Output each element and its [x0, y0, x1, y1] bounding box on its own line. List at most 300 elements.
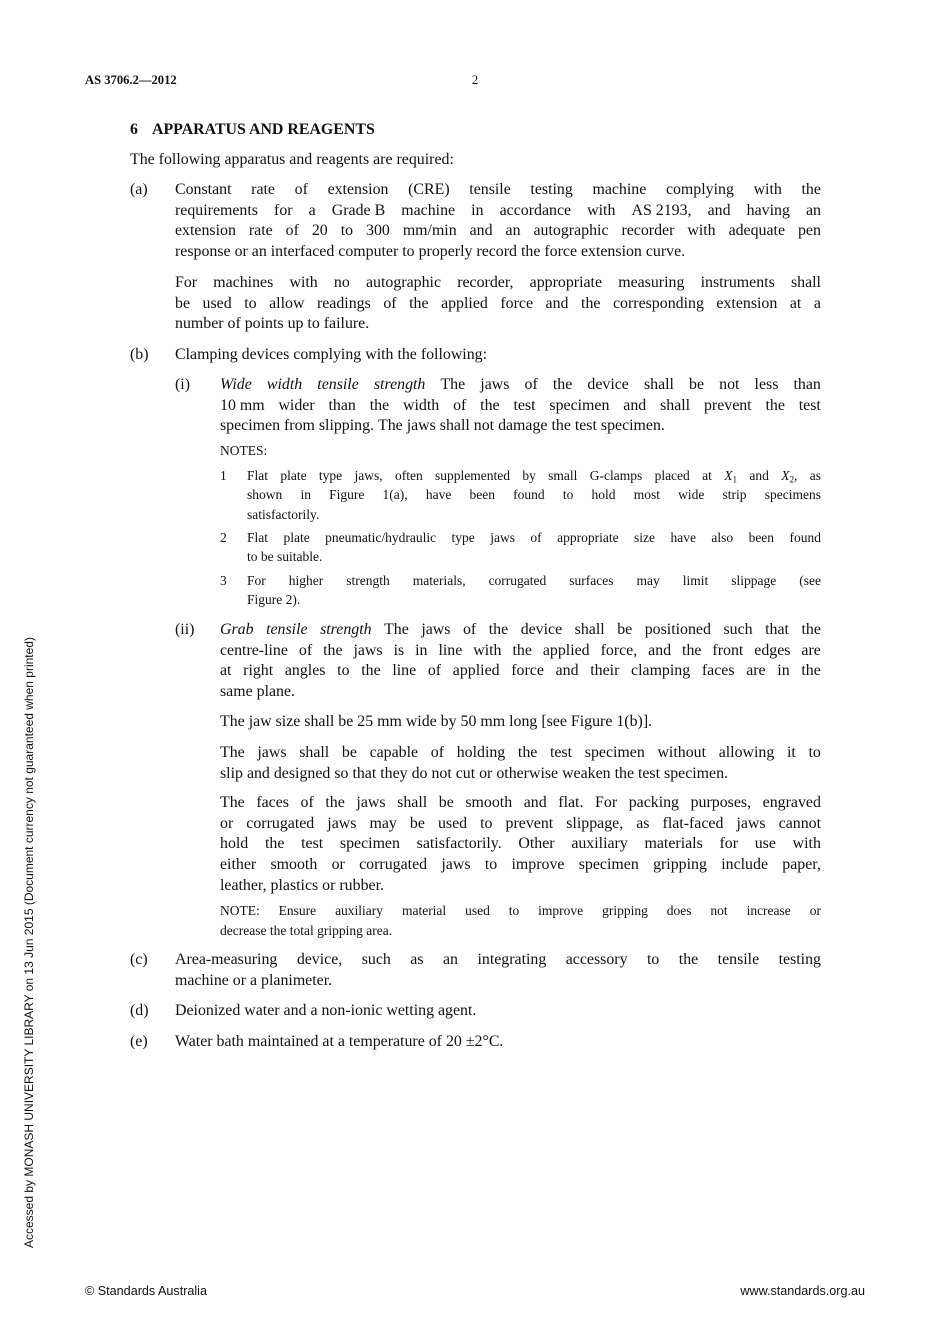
word — [480, 396, 499, 417]
text-run: not — [719, 376, 740, 393]
word — [571, 712, 613, 733]
text-run: specimen. — [600, 417, 665, 435]
word — [332, 855, 345, 876]
word — [563, 485, 574, 504]
text-run: slippage, — [566, 814, 624, 832]
text-run: to — [808, 744, 821, 761]
word — [556, 661, 579, 682]
text-run: jaws, — [354, 468, 383, 483]
word — [341, 221, 353, 242]
text-run: recorder — [621, 222, 675, 240]
word — [749, 528, 774, 547]
text-run: less — [754, 376, 779, 393]
word — [683, 571, 709, 590]
text-run: specimens — [764, 487, 821, 503]
word — [546, 294, 569, 315]
text-run: use — [754, 835, 776, 853]
word — [512, 641, 531, 662]
text-run: Ensure — [278, 903, 317, 918]
text-run: applied — [542, 641, 590, 659]
word — [747, 901, 791, 921]
word — [647, 950, 659, 971]
text-run: requirements — [175, 201, 258, 219]
word — [289, 273, 317, 294]
text-run: testing — [530, 181, 573, 198]
word — [489, 571, 547, 590]
word — [251, 180, 275, 201]
text-line — [175, 273, 821, 294]
word — [575, 416, 597, 437]
text-run: Other — [518, 835, 555, 853]
text-run: AS 2193, — [631, 201, 692, 219]
text-run: be — [409, 814, 425, 832]
word — [247, 547, 258, 566]
text-run: force — [544, 243, 577, 261]
word — [562, 764, 611, 785]
text-line — [220, 712, 821, 733]
word — [334, 273, 350, 294]
word — [203, 294, 232, 315]
word — [551, 416, 570, 437]
text-run: mm/min — [402, 222, 457, 240]
text-line — [220, 375, 821, 396]
text-run: the — [325, 794, 345, 811]
word — [629, 793, 679, 814]
word — [765, 620, 789, 641]
word — [332, 201, 385, 222]
word — [500, 294, 533, 315]
text-run: the — [801, 621, 821, 638]
text-run: cannot — [778, 814, 821, 832]
word — [271, 242, 335, 263]
text-run: angles — [284, 662, 326, 680]
text-run: recorder, — [457, 274, 514, 291]
word — [279, 901, 317, 921]
word — [558, 793, 583, 814]
text-run: damage — [498, 417, 548, 435]
text-run: 10 mm — [220, 396, 265, 414]
word — [435, 466, 510, 485]
word — [579, 855, 639, 876]
word — [320, 620, 372, 641]
word — [338, 712, 353, 733]
text-run: to — [337, 662, 350, 680]
word — [317, 294, 371, 315]
word — [621, 221, 674, 242]
text-run: plate — [283, 530, 310, 545]
text-run: planimeter. — [261, 971, 333, 989]
word — [274, 764, 331, 785]
word — [233, 971, 246, 992]
text-run: the — [517, 744, 538, 761]
term-text: strength — [373, 376, 426, 393]
word — [271, 876, 319, 897]
word — [247, 590, 282, 609]
word — [324, 314, 369, 335]
word — [284, 416, 315, 437]
subitem-ii-paragraph — [220, 743, 821, 784]
text-run: gripping — [602, 903, 648, 918]
text-run: appropriate — [529, 274, 603, 291]
word — [438, 814, 467, 835]
text-run: to — [402, 243, 415, 261]
word — [781, 466, 797, 485]
word — [524, 793, 547, 814]
word — [300, 485, 311, 504]
word — [457, 273, 513, 294]
text-run: not — [473, 417, 495, 435]
word — [297, 950, 342, 971]
word — [289, 571, 324, 590]
word — [787, 743, 796, 764]
text-run: the — [551, 417, 571, 435]
text-run: leather, — [220, 876, 267, 894]
text-run: or — [220, 814, 234, 832]
word — [441, 712, 457, 733]
word — [521, 242, 540, 263]
text-run: tensile — [717, 951, 760, 968]
text-run: integrating — [477, 951, 547, 968]
word — [366, 273, 441, 294]
italic-symbol: X — [781, 468, 790, 483]
word — [329, 396, 356, 417]
text-run: it — [786, 744, 796, 761]
text-line — [220, 416, 821, 437]
word — [357, 712, 373, 733]
subitem-label-ii: (ii) — [175, 621, 195, 638]
text-line — [175, 180, 821, 201]
text-run: or — [479, 764, 493, 782]
text-run: capable — [369, 744, 419, 761]
text-run: to — [247, 549, 258, 565]
word — [361, 661, 380, 682]
word — [270, 921, 287, 941]
footer-copyright: © Standards Australia — [85, 1284, 207, 1298]
word — [518, 834, 554, 855]
section-title: APPARATUS AND REAGENTS — [152, 121, 375, 138]
subitem-label-i: (i) — [175, 376, 190, 393]
item-label-c: (c) — [130, 951, 148, 968]
word — [489, 620, 508, 641]
word — [473, 641, 501, 662]
text-run: For — [247, 573, 266, 588]
word — [525, 375, 538, 396]
text-run: smooth — [465, 794, 513, 811]
text-run: shown — [247, 487, 283, 503]
word — [601, 416, 665, 437]
text-run: jaws — [406, 417, 436, 435]
text-line — [220, 855, 821, 876]
text-run: the — [801, 181, 821, 198]
text-line — [220, 396, 821, 417]
text-run: adequate — [728, 222, 786, 240]
subitem-ii-paragraph — [220, 793, 821, 897]
word — [617, 620, 632, 641]
word — [277, 547, 322, 566]
text-run: (see — [799, 573, 821, 588]
word — [346, 571, 390, 590]
word — [566, 950, 628, 971]
word — [243, 661, 273, 682]
text-run: machines — [213, 274, 274, 291]
word — [712, 641, 743, 662]
item-label-e: (e) — [130, 1033, 148, 1050]
text-run: 20 — [311, 222, 328, 240]
text-run: allow — [269, 294, 305, 312]
word — [469, 485, 494, 504]
word — [374, 375, 426, 396]
text-line — [220, 834, 821, 855]
text-run: specimen — [549, 396, 610, 414]
word — [247, 466, 268, 485]
text-run: rubber. — [339, 876, 384, 894]
text-run: Area-measuring — [175, 951, 278, 968]
text-run: jaws — [490, 530, 515, 545]
text-run: holding — [456, 744, 506, 761]
text-run: and — [648, 641, 672, 659]
text-line — [247, 571, 821, 590]
word — [809, 743, 821, 764]
text-run: total — [289, 923, 314, 938]
word — [513, 485, 545, 504]
text-run: shall — [660, 396, 691, 414]
text-run: 1(b)]. — [616, 713, 653, 730]
text-run: the — [361, 662, 381, 680]
word — [631, 201, 691, 222]
italic-symbol: X — [724, 468, 733, 483]
word — [175, 201, 258, 222]
text-run: jaws — [327, 814, 357, 832]
text-run: the — [488, 621, 509, 638]
word — [763, 793, 821, 814]
word — [511, 661, 544, 682]
item-d-text: Deionized water and a non-ionic wetting agent. — [175, 1002, 477, 1019]
word — [522, 466, 536, 485]
word — [723, 620, 752, 641]
text-run: machine — [175, 971, 229, 989]
text-line — [220, 641, 821, 662]
word — [220, 834, 248, 855]
word — [220, 375, 252, 396]
text-run: with — [587, 201, 616, 219]
text-run: specimen — [584, 744, 645, 761]
text-run: smooth — [270, 856, 318, 874]
word — [463, 620, 476, 641]
text-run: for — [274, 201, 293, 219]
word — [441, 855, 470, 876]
word — [402, 242, 414, 263]
text-run: corresponding — [612, 294, 704, 312]
text-run: extension — [175, 222, 236, 240]
word — [509, 712, 537, 733]
text-run: [see — [541, 713, 567, 730]
word — [317, 375, 358, 396]
text-line — [220, 921, 821, 941]
text-run: Figure — [329, 487, 365, 503]
text-run: in — [300, 487, 311, 503]
item-label-a: (a) — [130, 181, 148, 198]
word — [702, 466, 712, 485]
word — [747, 201, 790, 222]
word — [329, 485, 364, 504]
text-run: slip — [220, 764, 243, 782]
text-line — [220, 743, 821, 764]
text-run: used — [202, 294, 232, 312]
text-run: applied — [452, 662, 500, 680]
word — [530, 273, 602, 294]
text-run: the — [552, 376, 573, 393]
word — [691, 793, 751, 814]
text-run: at — [702, 468, 712, 483]
text-run: or — [232, 971, 247, 989]
text-run: specimen — [578, 856, 639, 874]
text-run: than — [793, 376, 821, 393]
text-run: measuring — [618, 274, 685, 291]
text-run: force — [511, 662, 544, 680]
text-run: most — [633, 487, 660, 503]
text-line — [247, 485, 821, 504]
word — [702, 661, 735, 682]
text-line — [220, 764, 821, 785]
text-run: the — [581, 294, 601, 312]
text-run: with — [473, 641, 502, 659]
text-run: number — [175, 315, 224, 333]
item-label-d: (d) — [130, 1002, 149, 1019]
text-run: found — [789, 530, 821, 545]
item-c-text — [175, 950, 821, 991]
text-run: the — [614, 764, 634, 782]
word — [301, 793, 314, 814]
word — [220, 921, 266, 941]
word — [461, 712, 477, 733]
word — [511, 855, 564, 876]
word — [261, 971, 332, 992]
word — [553, 375, 572, 396]
word — [660, 396, 690, 417]
word — [550, 743, 572, 764]
text-line — [175, 314, 821, 335]
page-number: 2 — [471, 73, 479, 87]
text-run: interfaced — [270, 243, 335, 261]
text-line — [175, 971, 821, 992]
word — [799, 571, 821, 590]
word — [403, 396, 439, 417]
word — [664, 764, 728, 785]
subitem-ii-paragraph — [220, 712, 821, 733]
word — [220, 712, 245, 733]
word — [663, 814, 724, 835]
text-run: pen — [797, 222, 821, 240]
text-run: cut — [455, 764, 476, 782]
word — [754, 180, 782, 201]
text-run: Flat — [247, 468, 269, 483]
word — [413, 571, 466, 590]
word — [220, 901, 260, 921]
text-run: does — [666, 903, 692, 918]
text-run: that — [352, 764, 377, 782]
word — [244, 294, 256, 315]
word — [587, 201, 615, 222]
text-run: be — [438, 794, 454, 811]
text-run: may — [636, 573, 660, 588]
word — [366, 221, 390, 242]
text-line — [175, 242, 821, 263]
word — [701, 273, 775, 294]
subitem-i-text — [220, 375, 821, 437]
text-run: area. — [366, 923, 393, 938]
text-run: improve — [511, 856, 565, 874]
text-line — [247, 528, 821, 547]
text-run: the — [323, 641, 343, 659]
word — [278, 396, 314, 417]
word — [419, 242, 473, 263]
word — [409, 294, 428, 315]
text-line — [220, 793, 821, 814]
text-run: edges — [754, 641, 791, 659]
text-run: allowing — [718, 744, 775, 761]
word — [724, 466, 737, 485]
text-run: than — [328, 396, 356, 414]
word — [498, 416, 547, 437]
word — [257, 682, 295, 703]
text-run: higher — [288, 573, 324, 588]
text-run: plate — [280, 468, 307, 483]
item-e-text: Water bath maintained at a temperature of 20 ±2°C. — [175, 1033, 504, 1050]
text-run: faces — [701, 662, 735, 680]
text-run: been — [469, 487, 495, 503]
text-run: right — [243, 662, 274, 680]
word — [339, 876, 384, 897]
text-run: of — [453, 396, 467, 414]
word — [590, 661, 619, 682]
word — [513, 396, 535, 417]
text-run: materials — [644, 835, 703, 853]
text-run: Flat — [247, 530, 269, 545]
word — [439, 793, 454, 814]
word — [408, 180, 450, 201]
word — [247, 571, 266, 590]
text-run: The — [440, 376, 466, 393]
text-run: be — [175, 294, 190, 312]
text-run: the — [264, 835, 285, 853]
word — [480, 375, 509, 396]
word — [590, 466, 642, 485]
text-run: decrease — [220, 923, 267, 938]
word — [457, 743, 506, 764]
word — [220, 661, 231, 682]
word — [175, 950, 277, 971]
word — [716, 294, 777, 315]
word — [810, 466, 821, 485]
text-run: the — [269, 923, 287, 938]
word — [791, 273, 821, 294]
note-text — [247, 466, 821, 524]
text-run: an — [505, 222, 521, 240]
word — [719, 375, 739, 396]
text-line — [247, 505, 821, 524]
word — [220, 641, 288, 662]
word — [678, 485, 704, 504]
word — [719, 743, 775, 764]
word — [220, 620, 254, 641]
text-run: corrugated — [359, 856, 428, 874]
word — [220, 743, 245, 764]
text-run: wide — [678, 487, 705, 503]
word — [601, 641, 638, 662]
word — [288, 314, 304, 335]
word — [286, 221, 299, 242]
word — [266, 620, 307, 641]
